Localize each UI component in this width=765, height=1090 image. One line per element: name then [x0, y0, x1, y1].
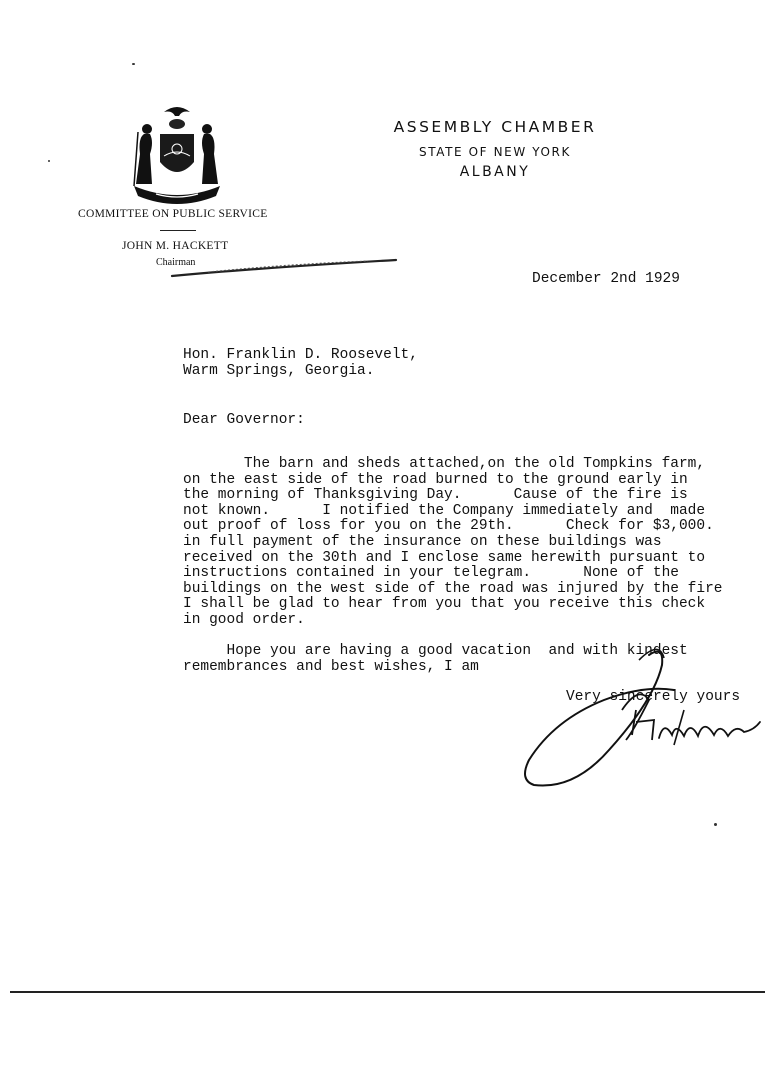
letter-paragraph-1: The barn and sheds attached,on the old Tompkins farm, on the east side of the road burned to the ground early in the morning of Thanksgiving Day. Cause of the fire is not known. I notified the Company immediately and made out proof of loss for you on the 29th. Check for $3,000. in full payment of the insurance on these buildings was received on the 30th and I enclose same herewith pursuant to instructions contained in your telegram. None of the buildings on the west side of the road was injured by the fire I shall be glad to hear from you that you receive this check in good order. [183, 456, 723, 628]
letterhead-city: ALBANY [459, 164, 531, 180]
letterhead-flourish [168, 254, 400, 280]
letterhead-state: STATE OF NEW YORK [419, 145, 571, 159]
scan-speck [132, 63, 135, 65]
handwritten-signature [514, 640, 764, 790]
committee-name: COMMITTEE ON PUBLIC SERVICE [78, 208, 268, 220]
page-bottom-rule [10, 991, 765, 993]
letter-paragraph-2: Hope you are having a good vacation and with kindest remembrances and best wishes, I am [183, 643, 688, 675]
chairman-name: JOHN M. HACKETT [122, 240, 229, 252]
scan-speck [714, 823, 717, 826]
divider [160, 230, 196, 231]
complimentary-closing: Very sincerely yours [566, 689, 741, 705]
recipient-address: Hon. Franklin D. Roosevelt, Warm Springs, Georgia. [183, 347, 418, 379]
letterhead-title: ASSEMBLY CHAMBER [393, 118, 597, 136]
chairman-title: Chairman [156, 257, 196, 268]
scan-speck [48, 160, 50, 162]
new-york-state-seal-icon [124, 104, 230, 204]
salutation: Dear Governor: [183, 412, 305, 428]
letter-date: December 2nd 1929 [532, 271, 680, 287]
